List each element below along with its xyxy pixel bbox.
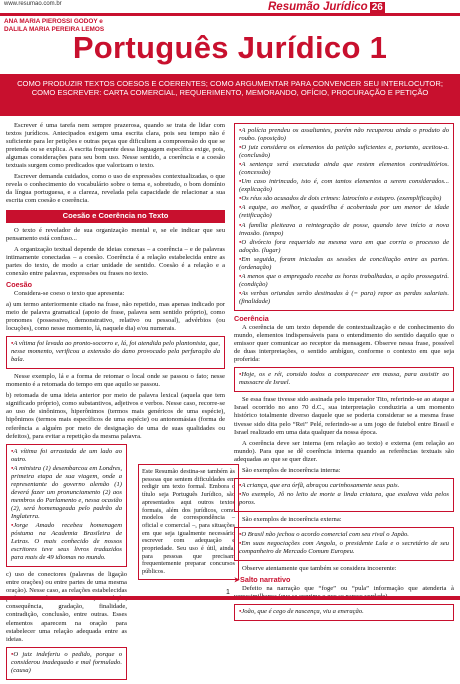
example-box xyxy=(234,604,454,621)
example-box xyxy=(6,444,127,568)
body-paragraph: A organização textual depende de ideias conexas – a coerência – e de palavras intimamente conectadas – a coesão. Coerência é a relação estabelecida entre as partes do texto, de modo a criar unidade de sentido. Coesão é a relação e a conexão entre palavras, expressões ou frases no texto. xyxy=(6,245,225,277)
subtitle-line: COMO PRODUZIR TEXTOS COESOS E COERENTES; COMO ARGUMENTAR PARA CONVENCER SEU INTERLOCUTOR; xyxy=(17,79,443,88)
body-paragraph: Nesse exemplo, lá e a forma de retomar o local onde se passou o fato; nesse momento é a retomada do tempo em que aquilo se passou. xyxy=(6,373,225,389)
body-paragraph: São exemplos de incoerência interna: xyxy=(242,466,341,474)
site-url: www.resumao.com.br xyxy=(4,1,62,7)
example-item: • A menos que o empregado receba as horas trabalhadas, a ação prosseguirá. (condição) xyxy=(239,273,449,289)
example-item: • João, que é cego de nascença, viu a eneração. xyxy=(239,608,449,616)
intro-paragraph: Escrever demanda cuidados, como o uso de expressões contextualizadas, o que revela o conhecimento do vocabulário sobre o tema e, sobretudo, o bom domínio da língua portuguesa, e a clareza, revelada pela capacidade de relacionar a sua escrita com coesão e coerência. xyxy=(6,173,225,205)
example-item: • A equipe, ao melhor, a quadrilha é acobertada por um menor de idade (retificação) xyxy=(239,204,449,220)
example-item: • A criança, que era órfã, abraçou carinhosamente seus pais. xyxy=(239,482,449,490)
subheading-coesao: Coesão xyxy=(6,279,32,289)
resumo-note-box: Este Resumão destina-se também às pessoas que sentem dificuldades em redigir um texto formal. Embora o título seja Português Jurídico, são apresentados aqui outros textos formais, além dos jurídicos, como modelos de correspondência – oficial e comercial –, para situações em que seja igualmente necessário escrever com adequação e propriedade. Seu uso é útil, ainda, para pessoas que precisam frequentemente preparar concursos públicos. xyxy=(138,464,239,580)
body-paragraph: Se essa frase tivesse sido assinada pelo imperador Tito, referindo-se ao ataque a Israel ocorrido no ano 70 d.C., sua interpretação conduziria a um momento histórico totalmente diverso daquele que se poderia considerar se a mesma frase tivesse sido dita pelo “Rei” Pelé, referindo-se a um jogo de futebol entre Brasil e Israel realizado em uma data qualquer da nossa época. xyxy=(234,396,454,436)
example-item: • A vítima foi levada ao pronto-socorro e, lá, foi atendida pelo plantonista, que, nesse momento, verificou a extensão do dano provocado pela perfuração da bala. xyxy=(11,340,220,364)
page-number: 1 xyxy=(226,589,230,596)
example-item: • Um caso intrincado, isto é, com tantos elementos a serem considerados... (explicação) xyxy=(239,178,449,194)
body-paragraph: Observe atentamente que também se considera incoerente: xyxy=(242,565,397,573)
example-item: • O divórcio fora requerido na mesma vara em que corria o processo de adoção. (lugar) xyxy=(239,239,449,255)
subtitle-banner xyxy=(0,74,460,116)
example-item: • Em seguida, foram iniciadas as sessões de conciliação entre as partes. (ordenação) xyxy=(239,256,449,272)
example-item: • Jorge Amado recebeu homenagem póstuma na Academia Brasileira de Letras. O mais conhecido de nossos escritores teve seus livros traduzidos para mais de 49 idiomas no mundo. xyxy=(11,522,122,562)
example-box xyxy=(234,123,454,311)
example-box xyxy=(234,367,454,392)
example-box xyxy=(234,527,454,561)
subheading-salto: ➤ Salto narrativo xyxy=(234,576,454,584)
example-item: • No exemplo, Jô no leito de morte a linda criatura, que exalava vida pelos poros. xyxy=(239,491,449,507)
example-item: • O juiz considera os elementos da petição suficientes e, portanto, aceitou-a. (conclusão) xyxy=(239,144,449,160)
body-paragraph: A coerência deve ser interna (em relação ao texto) e externa (em relação ao mundo). Para que se dê coerência interna quando as referências textuais são adequadas ao que se quer dizer. xyxy=(234,439,454,463)
section-heading: Coesão e Coerência no Texto xyxy=(6,210,225,222)
body-paragraph: A coerência de um texto depende de contextualização e de conhecimento do mundo, elementos indispensáveis para o entendimento do sentido daquilo que o emissor quer comunicar ao receptor da mensagem. Observe nessa frase, possível de duas interpretações, o sentido ambíguo, conforme o contexto em que seja proferida: xyxy=(234,324,454,364)
brand-issue-number: 26 xyxy=(371,1,383,13)
list-item: b) retomada de uma ideia anterior por meio de palavra lexical (aquela que tem significado próprio), como substantivos, adjetivos e verbos. Nesse caso, recorre-se ao uso de sinônimos, hiperônimos (termos mais genéricos de uma espécie), hipônimos (termos mais específicos de uma espécie) ou antonomásias (forma de referência a alguém por meio de designação de uma de suas qualidades ou defeitos), para evitar a repetição da mesma palavra. xyxy=(6,392,225,440)
example-item: • O Brasil não jechou o acordo comercial com seu rival o Japão. xyxy=(239,531,449,539)
author-line: DALILA MARIA PEREIRA LEMOS xyxy=(4,25,105,33)
brand-logo xyxy=(268,1,385,13)
example-item: • A ministra (1) desembarcou em Londres, primeira etapa de sua viagem, onde a representante do governo alemão (1) deverá fazer um pronunciamento (2) aos membros do Parlamento e, nessa ocasião (2), será homenageada pelo padrão da Inglaterra. xyxy=(11,465,122,521)
top-divider xyxy=(0,13,460,16)
example-item: • A família pleiteava a reintegração de posse, quando teve início a nova invasão. (tempo) xyxy=(239,222,449,238)
subheading-coerencia: Coerência xyxy=(234,313,269,323)
page-title: Português Jurídico 1 xyxy=(72,30,388,65)
intro-paragraph: Escrever é uma tarefa nem sempre prazerosa, quando se trata de lidar com textos jurídicos. Antecipados exigem uma escrita clara, pois seu tempo não é suficiente para ler petições e outras peças que dificultem a compreensão do que se pretenda ou se explica. A escrita frequente dessa linguagem específica exige, pois, algumas considerações para seu bom uso. Nesse sentido, a coerência e a coesão textuais surgem como predicados que valorizam o texto. xyxy=(6,122,225,170)
example-item: • O juiz indeferiu o pedido, porque o considerou inadequado e mal formulado. (causa) xyxy=(11,651,122,675)
example-item: • A polícia prendeu os assaltantes, porém não recuperou ainda o produto do roubo. (oposição) xyxy=(239,127,449,143)
example-box xyxy=(234,478,454,512)
brand-name: Resumão Jurídico xyxy=(268,1,368,13)
subtitle-line: COMO ESCREVER: CARTA COMERCIAL, REQUERIMENTO, MEMORANDO, OFÍCIO, PROCURAÇÃO E PETIÇÃO xyxy=(31,88,429,98)
body-paragraph: Considera-se coeso o texto que apresenta: xyxy=(14,289,125,297)
body-paragraph: São exemplos de incoerência externa: xyxy=(242,515,342,523)
list-item: c) uso de conectores (palavras de ligação entre orações) ou entre partes de uma mesma oração). Nesse caso, as relações estabelecidas consequência, gradação, finalidade, contradição, conclusão, entre outras. Esses elementos aparecem na oração para estabelecer uma relação adequada entre as ideias. xyxy=(6,571,127,643)
bottom-divider xyxy=(0,596,460,600)
list-item: a) um termo anteriormente citado na frase, não repetido, mas apenas indicado por meio de palavra gramatical (apoio de frase, palavra sem sentido próprio), como pronomes (possessivo, demonstrativo, relativo ou pessoal), advérbios (ou locuções), como nesse momento, lá, naquele dia) e/ou numerais. xyxy=(6,300,225,333)
example-item: • A vítima foi arrastada de um lado ao outro. xyxy=(11,448,122,464)
example-item: • A sentença será executada ainda que restem elementos contraditórios. (concessão) xyxy=(239,161,449,177)
author-line: ANA MARIA PIEROSSI GODOY e xyxy=(4,18,103,25)
body-paragraph: Defeito na narração que “foge” ou “pula” informação que atenderia à xyxy=(242,585,454,593)
example-item: • Hoje, os e réi, consido todos a compareceer em massa, para assistir ao massacre de Israel. xyxy=(239,371,449,387)
example-box xyxy=(6,336,225,369)
body-paragraph: O texto é revelador de sua organização mental e, se ele indicar que seu pensamento está confuso... xyxy=(6,226,225,242)
example-item: • Os réus são acusados de dois crimes: latrocínio e estupro. (exemplificação) xyxy=(239,195,449,203)
example-item: • As verbas oriundas serão destinadas à (= para) repor as perdas salariais. (finalidade) xyxy=(239,290,449,306)
right-column xyxy=(234,122,454,625)
example-box xyxy=(6,647,127,680)
example-item: • Em suas negociações com Angola, o presidente Lula e o secretário de seu companheiro de Mercado Comum Europeu. xyxy=(239,540,449,556)
